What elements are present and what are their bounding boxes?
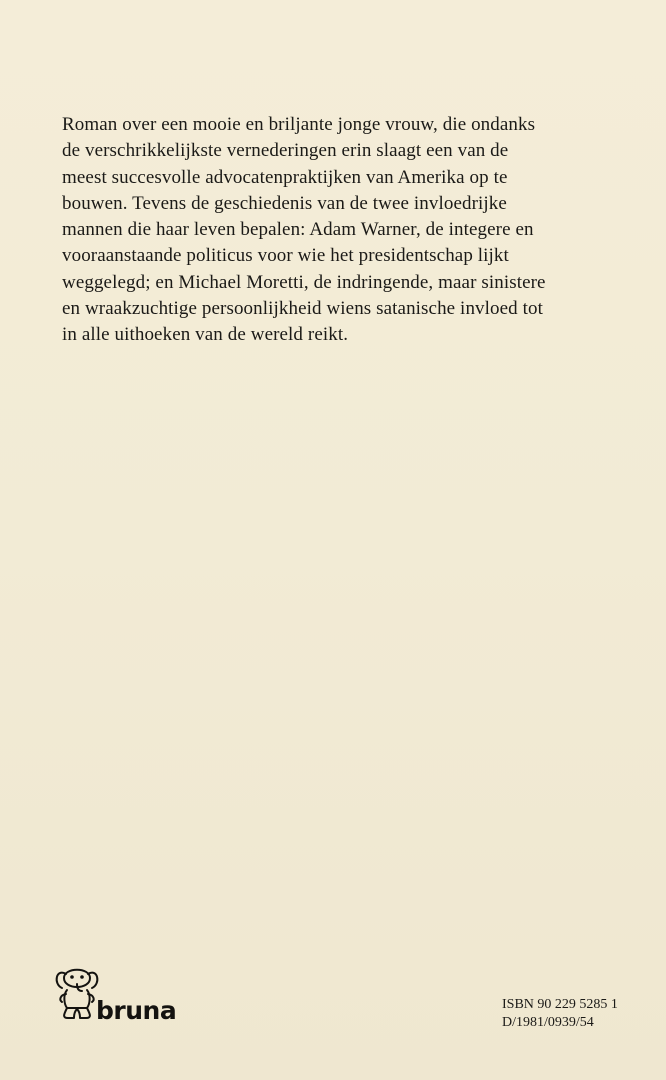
blurb-line: Roman over een mooie en briljante jonge vrouw, die ondanks (62, 114, 536, 135)
blurb-line: vooraanstaande politicus voor wie het presidentschap lijkt (62, 245, 509, 267)
blurb-line: de verschrikkelijkste vernederingen erin slaagt een van de (62, 140, 509, 162)
blurb-line: meest succesvolle advocatenpraktijken van Amerika op te (62, 166, 508, 188)
depot-number: D/1981/0939/54 (502, 1015, 594, 1030)
blurb-line: weggelegd; en Michael Moretti, de indringende, maar sinistere (62, 271, 546, 293)
blurb-line: mannen die haar leven bepalen: Adam Warner, de integere en (62, 219, 534, 241)
book-codes (502, 996, 618, 1032)
blurb-line: in alle uithoeken van de wereld reikt. (62, 324, 349, 346)
blurb-line: bouwen. Tevens de geschiedenis van de twee invloedrijke (62, 192, 507, 214)
blurb-text (62, 112, 632, 349)
publisher-name: bruna (96, 996, 177, 1025)
publisher-logo (52, 962, 202, 1026)
isbn-number: ISBN 90 229 5285 1 (502, 997, 618, 1012)
blurb-line: en wraakzuchtige persoonlijkheid wiens satanische invloed tot (62, 298, 543, 320)
